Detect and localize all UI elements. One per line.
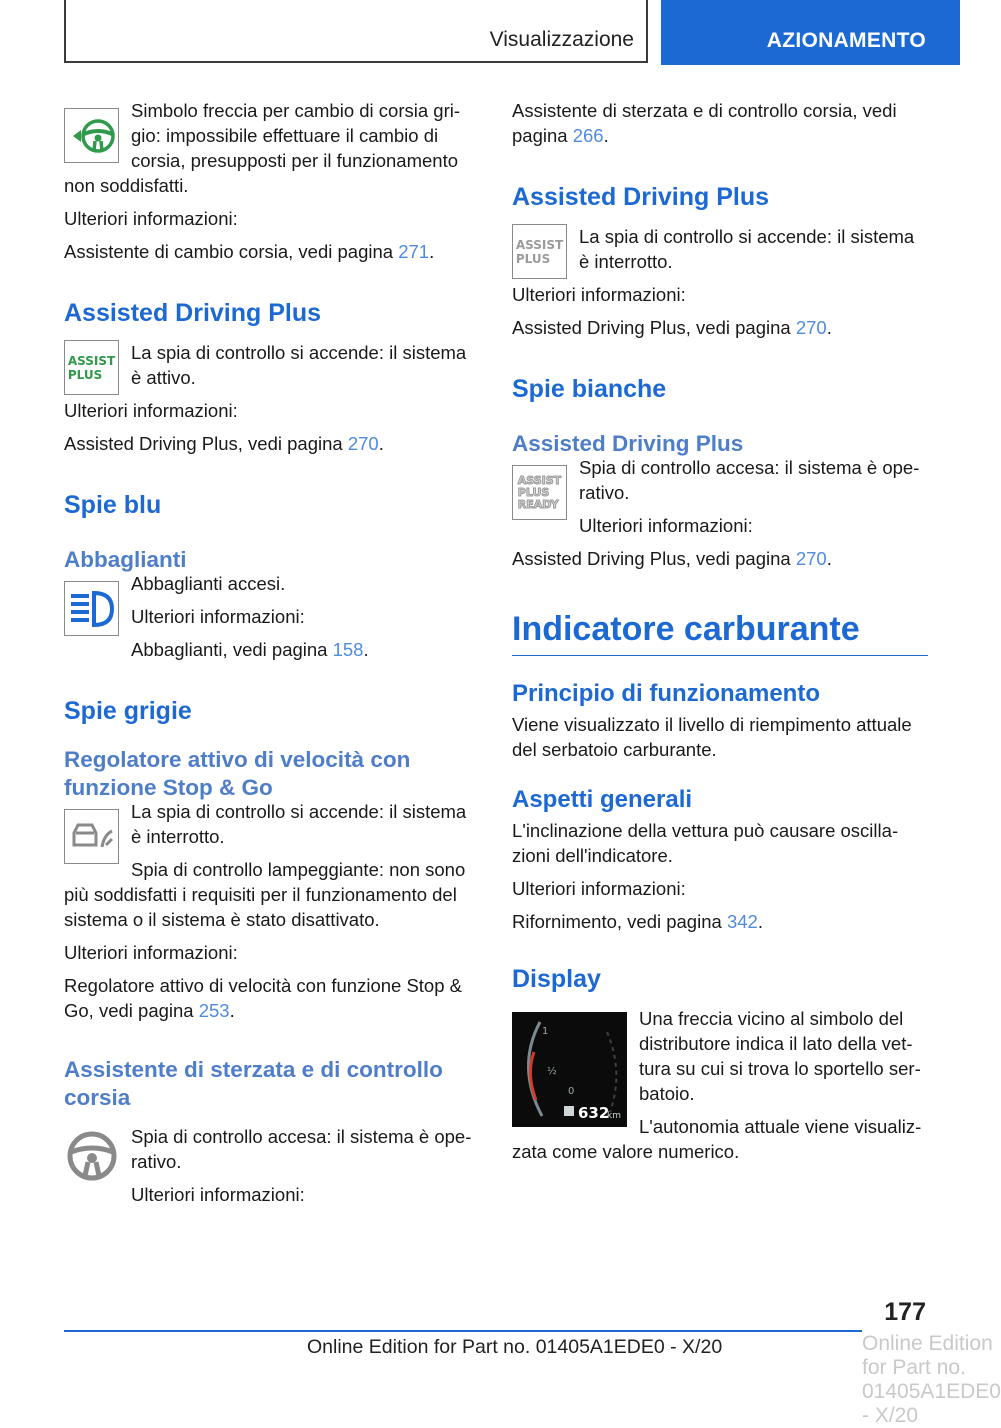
left-column bbox=[64, 98, 480, 1207]
header-chapter-title: AZIONAMENTO bbox=[766, 29, 926, 52]
header-chapter-tab bbox=[661, 0, 960, 65]
more-info-label: Ulteriori informazioni: bbox=[64, 400, 238, 421]
assist-active-text: La spia di controllo si accende: il sistema è attivo. bbox=[131, 342, 467, 388]
more-info-label: Ulteriori informazioni: bbox=[64, 208, 238, 229]
steering-entry bbox=[64, 1124, 480, 1207]
assist-plus-green-icon: ASSIST PLUS bbox=[64, 340, 119, 395]
lane-change-entry bbox=[64, 98, 480, 198]
high-beam-text: Abbaglianti accesi. bbox=[131, 573, 286, 594]
page-link-158[interactable]: 158 bbox=[332, 639, 364, 660]
more-info-label: Ulteriori informazioni: bbox=[131, 1184, 305, 1205]
heading-active-cruise-control: Regolatore attivo di velocità con funzione Stop & Go bbox=[64, 747, 411, 800]
principle-text: Viene visualizzato il livello di riempimento attuale del serbatoio carburante. bbox=[512, 714, 912, 760]
acc-text: La spia di controllo si accende: il sistema è interrotto. bbox=[131, 801, 467, 847]
heading-blue-indicators: Spie blu bbox=[64, 491, 162, 519]
assist-plus-gray-icon: ASSIST PLUS bbox=[512, 224, 567, 279]
heading-assisted-driving-plus: Assisted Driving Plus bbox=[512, 183, 770, 211]
more-info-label: Ulteriori informazioni: bbox=[512, 878, 686, 899]
heading-fuel-gauge: Indicatore carburante bbox=[512, 609, 928, 656]
steering-wheel-icon bbox=[64, 1128, 119, 1183]
high-beam-reference: Abbaglianti, vedi pagina 158. bbox=[131, 639, 369, 660]
acc-reference: Regolatore attivo di velocità con funzione Stop & Go, vedi pagina 253. bbox=[64, 975, 462, 1021]
svg-text:1: 1 bbox=[542, 1026, 549, 1037]
heading-assisted-driving-plus: Assisted Driving Plus bbox=[64, 299, 322, 327]
footer-divider bbox=[64, 1330, 862, 1332]
heading-white-indicators: Spie bianche bbox=[512, 375, 667, 403]
more-info-label: Ulteriori informazioni: bbox=[512, 284, 686, 305]
page-link-266[interactable]: 266 bbox=[572, 125, 604, 146]
assist-interrupted-text: La spia di controllo si accende: il sistema è interrotto. bbox=[579, 226, 915, 272]
more-info-label: Ulteriori informazioni: bbox=[131, 606, 305, 627]
cruise-control-icon bbox=[64, 809, 119, 864]
high-beam-icon bbox=[64, 581, 119, 636]
page-link-270[interactable]: 270 bbox=[795, 548, 827, 569]
heading-steering-lane-assist: Assistente di sterzata e di controllo corsia bbox=[64, 1057, 443, 1110]
svg-text:632: 632 bbox=[578, 1104, 610, 1122]
general-text: L'inclinazione della vettura può causare oscillazioni dell'indicatore. bbox=[512, 820, 899, 866]
svg-text:½: ½ bbox=[547, 1066, 557, 1077]
header-section-title: Visualizzazione bbox=[489, 28, 634, 51]
right-column bbox=[512, 98, 928, 1164]
assist-plus-ready-icon: ASSIST PLUS READY bbox=[512, 465, 567, 520]
assist-reference: Assisted Driving Plus, vedi pagina 270. bbox=[512, 317, 832, 338]
heading-general: Aspetti generali bbox=[512, 786, 693, 813]
steering-text: Spia di controllo accesa: il sistema è operativo. bbox=[131, 1126, 472, 1172]
high-beam-entry bbox=[64, 571, 480, 662]
lane-change-reference: Assistente di cambio corsia, vedi pagina 271. bbox=[64, 241, 435, 262]
heading-display: Display bbox=[512, 965, 601, 993]
lane-change-arrow-icon bbox=[64, 108, 119, 163]
display-text: Una freccia vicino al simbolo del distributore indica il lato della vettura su cui si trova lo sportello serbatoio. bbox=[639, 1008, 921, 1104]
acc-entry bbox=[64, 799, 480, 932]
refuel-reference: Rifornimento, vedi pagina 342. bbox=[512, 911, 763, 932]
heading-principle: Principio di funzionamento bbox=[512, 680, 820, 707]
edition-label: Online Edition for Part no. 01405A1EDE0 - X/20 bbox=[307, 1336, 723, 1358]
display-entry bbox=[512, 1006, 928, 1164]
heading-assisted-driving-plus-ready: Assisted Driving Plus bbox=[512, 431, 744, 456]
page-link-342[interactable]: 342 bbox=[726, 911, 758, 932]
page-number: 177 bbox=[884, 1298, 926, 1326]
page-link-270[interactable]: 270 bbox=[795, 317, 827, 338]
lane-change-text: Simbolo freccia per cambio di corsia grigio: impossibile effettuare il cambio di corsia, presupposti per il funzionamento non soddisfatti. bbox=[64, 100, 461, 196]
assist-interrupted-entry bbox=[512, 224, 928, 307]
more-info-label: Ulteriori informazioni: bbox=[579, 515, 753, 536]
svg-text:km: km bbox=[607, 1111, 621, 1121]
assist-ready-entry bbox=[512, 455, 928, 538]
acc-text-flashing: Spia di controllo lampeggiante: non sono più soddisfatti i requisiti per il funzionamento del sistema o il sistema è stato disattivato. bbox=[64, 859, 466, 930]
assist-active-entry bbox=[64, 340, 480, 423]
assist-reference: Assisted Driving Plus, vedi pagina 270. bbox=[64, 433, 384, 454]
assist-ready-reference: Assisted Driving Plus, vedi pagina 270. bbox=[512, 548, 832, 569]
heading-high-beam: Abbaglianti bbox=[64, 547, 187, 572]
header-section-box bbox=[64, 0, 648, 63]
page-link-253[interactable]: 253 bbox=[198, 1000, 230, 1021]
page-link-271[interactable]: 271 bbox=[398, 241, 430, 262]
fuel-gauge-display-image bbox=[512, 1012, 627, 1127]
display-range-text: L'autonomia attuale viene visualizzata come valore numerico. bbox=[512, 1116, 922, 1162]
more-info-label: Ulteriori informazioni: bbox=[64, 942, 238, 963]
page-link-270[interactable]: 270 bbox=[347, 433, 379, 454]
svg-text:0: 0 bbox=[568, 1086, 575, 1097]
assist-ready-text: Spia di controllo accesa: il sistema è operativo. bbox=[579, 457, 920, 503]
steering-reference: Assistente di sterzata e di controllo corsia, vedi pagina 266. bbox=[512, 100, 897, 146]
heading-gray-indicators: Spie grigie bbox=[64, 697, 192, 725]
watermark: Online Edition for Part no. 01405A1EDE0 - X/20 bbox=[862, 1332, 1001, 1427]
